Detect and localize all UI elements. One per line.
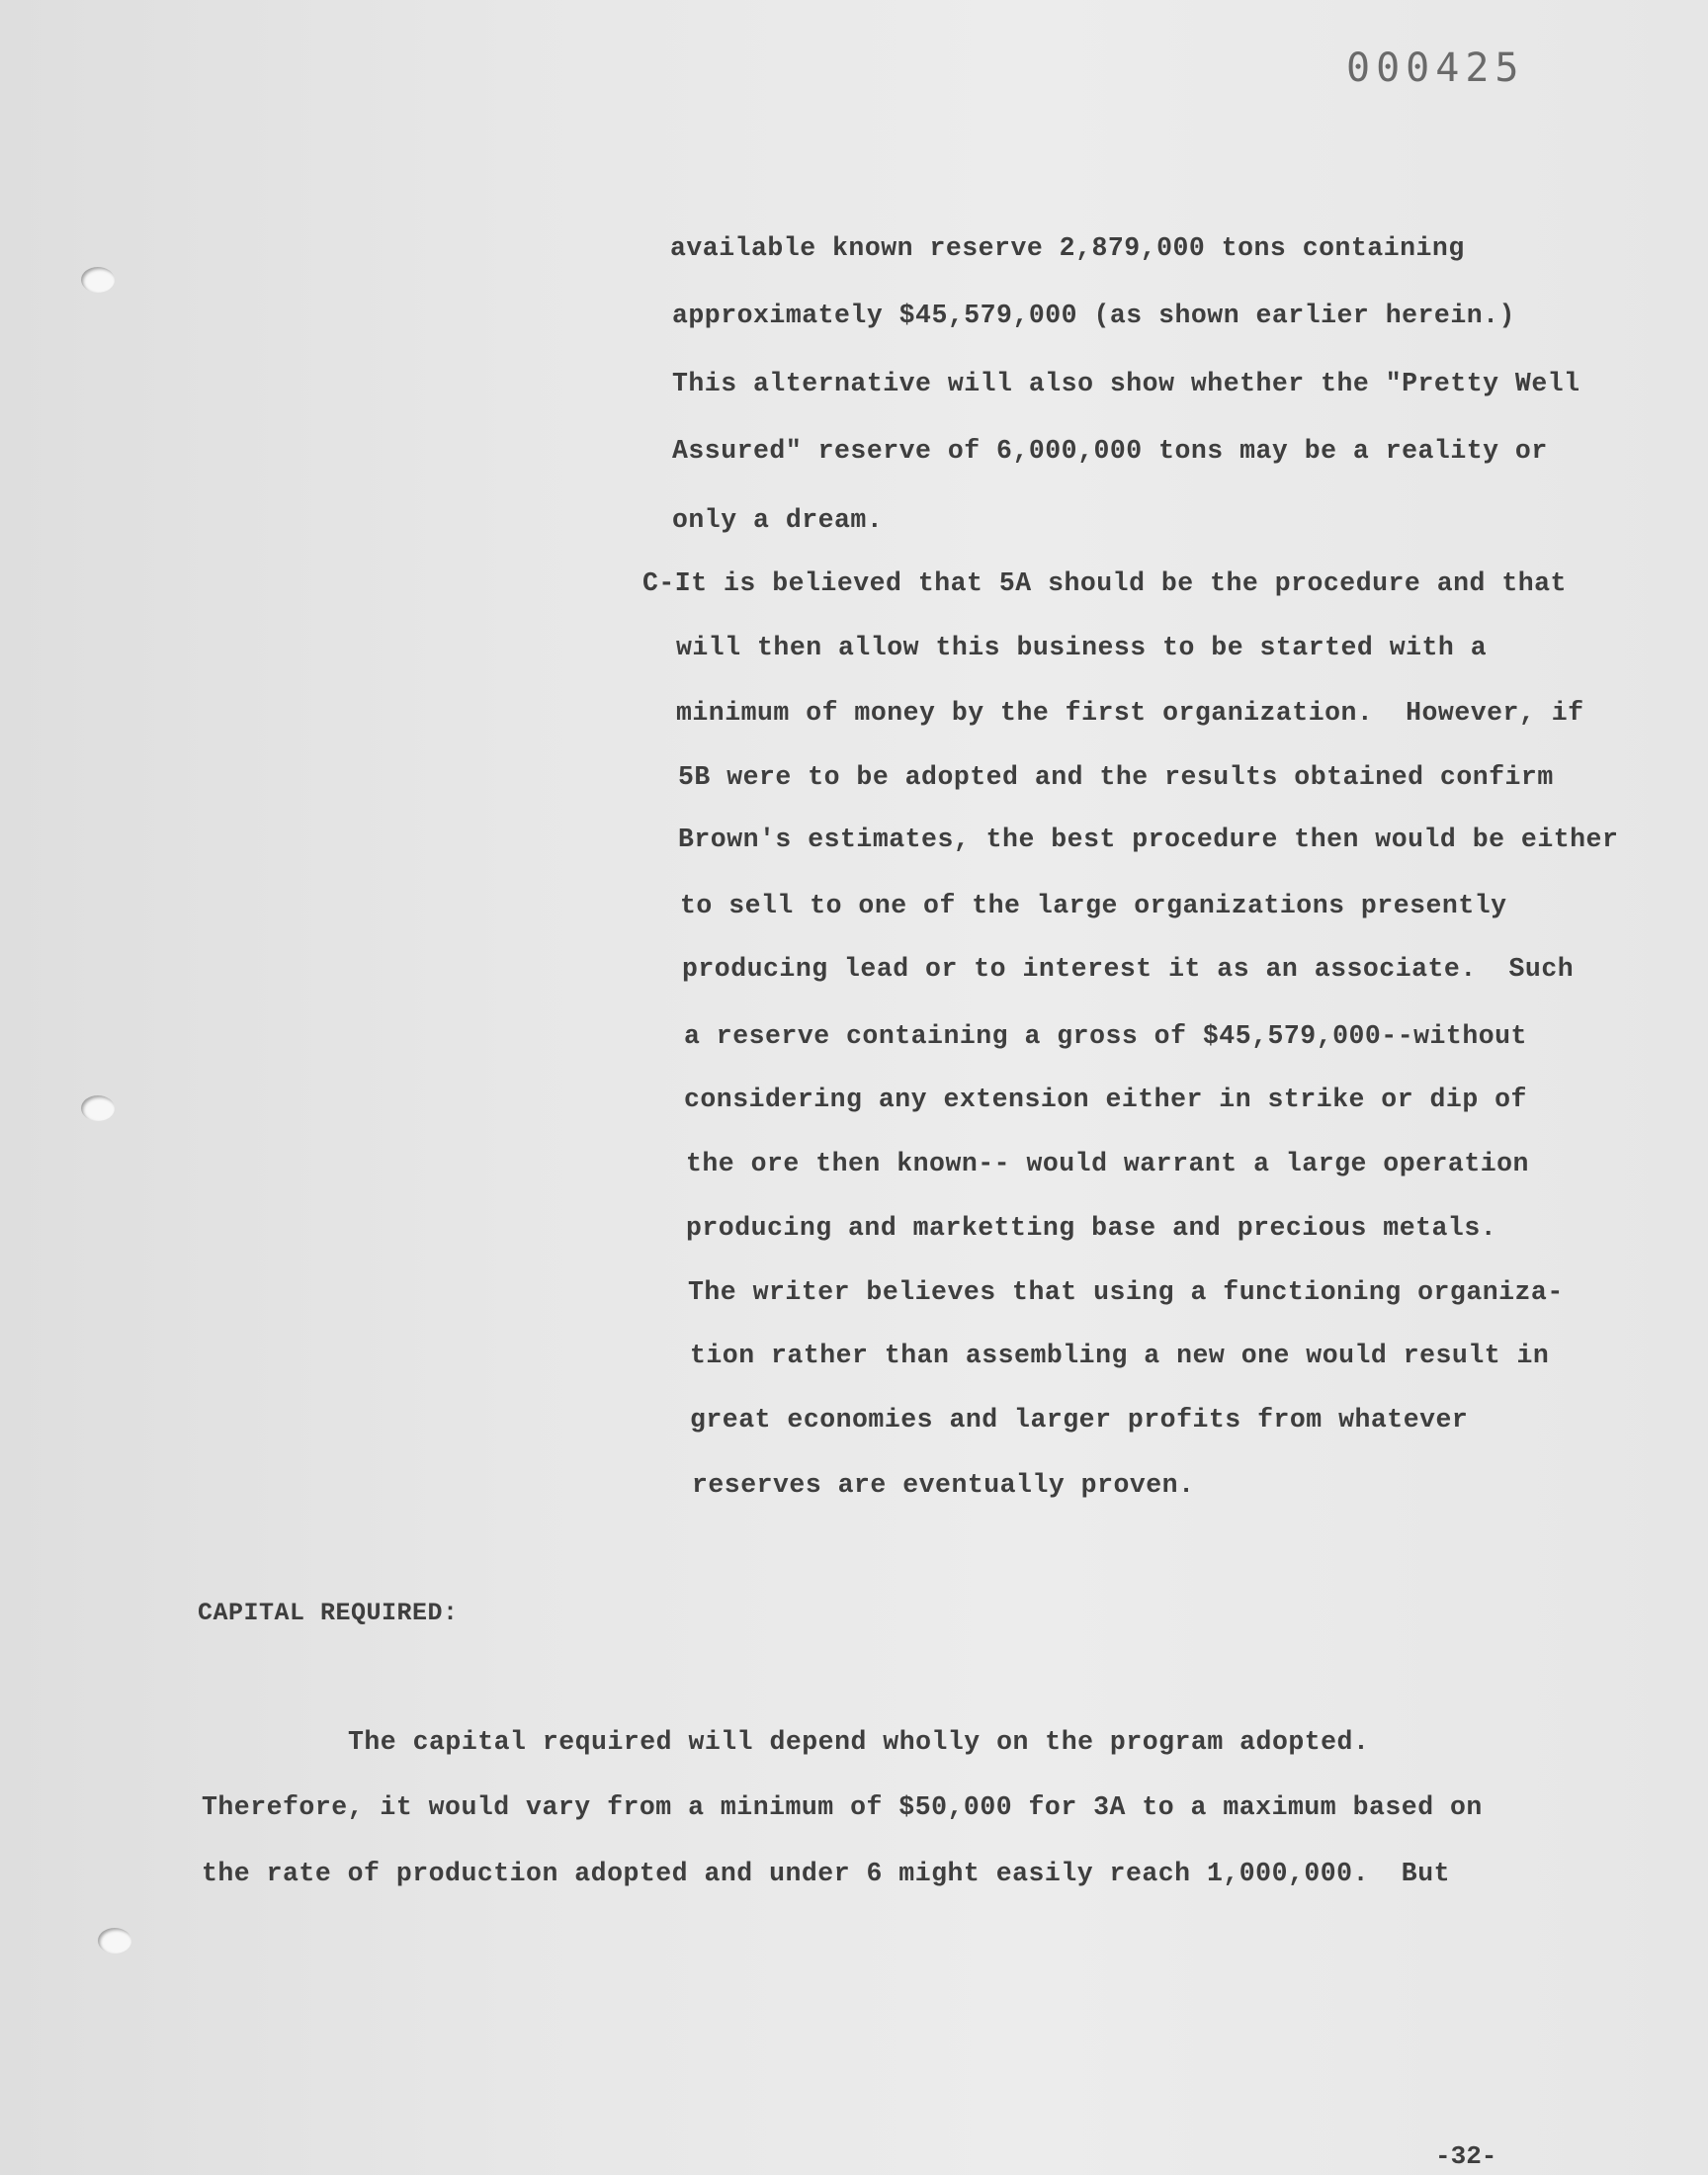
text-line: the ore then known-- would warrant a large operation xyxy=(686,1149,1529,1178)
paragraph-line: Therefore, it would vary from a minimum of $50,000 for 3A to a maximum based on xyxy=(202,1792,1483,1822)
section-heading: CAPITAL REQUIRED: xyxy=(198,1599,459,1627)
text-line: Brown's estimates, the best procedure then would be either xyxy=(678,825,1619,854)
text-line: only a dream. xyxy=(672,505,884,535)
text-line: The writer believes that using a functioning organiza- xyxy=(688,1277,1564,1307)
text-line: reserves are eventually proven. xyxy=(692,1470,1195,1500)
page-number: -32- xyxy=(1435,2141,1497,2171)
text-line: producing and marketting base and precious metals. xyxy=(686,1213,1497,1243)
text-line: available known reserve 2,879,000 tons containing xyxy=(670,233,1465,263)
text-line: This alternative will also show whether the "Pretty Well xyxy=(672,369,1580,398)
text-line: considering any extension either in strike or dip of xyxy=(684,1085,1527,1114)
text-line: approximately $45,579,000 (as shown earlier herein.) xyxy=(672,301,1515,330)
text-line: 5B were to be adopted and the results obtained confirm xyxy=(678,762,1554,792)
text-line: a reserve containing a gross of $45,579,000--without xyxy=(684,1021,1527,1051)
paragraph-line: the rate of production adopted and under 6 might easily reach 1,000,000. But xyxy=(202,1859,1450,1888)
text-line: C-It is believed that 5A should be the procedure and that xyxy=(642,568,1567,598)
punch-hole xyxy=(81,267,115,293)
text-line: Assured" reserve of 6,000,000 tons may be a reality or xyxy=(672,436,1548,466)
text-line: tion rather than assembling a new one would result in xyxy=(690,1341,1550,1370)
text-line: minimum of money by the first organization. However, if xyxy=(676,698,1584,728)
paragraph-line: The capital required will depend wholly on the program adopted. xyxy=(348,1727,1370,1757)
text-line: will then allow this business to be started with a xyxy=(676,633,1488,662)
document-stamp-number: 000425 xyxy=(1346,45,1525,91)
text-line: great economies and larger profits from whatever xyxy=(690,1405,1469,1435)
text-line: to sell to one of the large organizations presently xyxy=(680,891,1507,920)
punch-hole xyxy=(81,1095,115,1121)
text-line: producing lead or to interest it as an associate. Such xyxy=(682,954,1575,984)
punch-hole xyxy=(98,1928,131,1954)
